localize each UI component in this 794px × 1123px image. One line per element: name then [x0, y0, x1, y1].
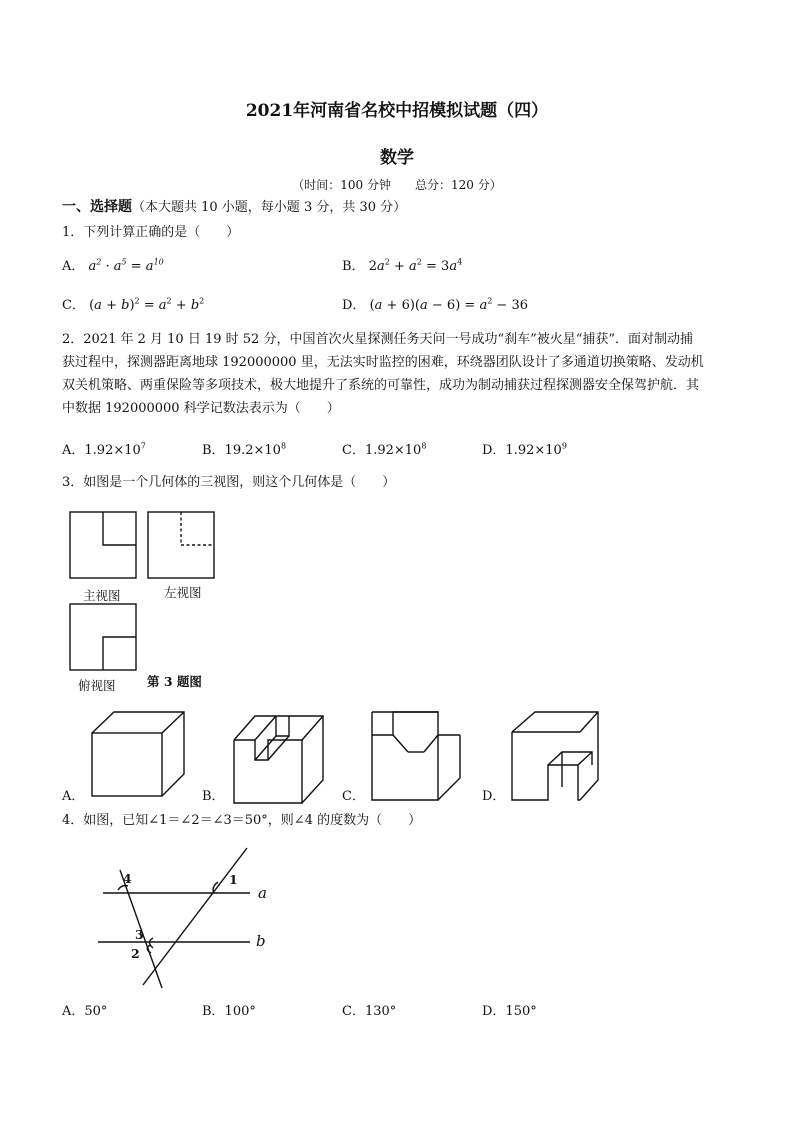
- q4-option-a: A．50°: [62, 1004, 108, 1019]
- transversal-2: [143, 848, 247, 985]
- section-note: （本大题共 10 小题，每小题 3 分，共 30 分）: [132, 200, 407, 215]
- q1-c-label: C．: [62, 298, 85, 313]
- q2-line: 双关机策略、两重保险等多项技术，极大地提升了系统的可靠性，成功为制动捕获过程探测器安全保驾护航．其: [62, 378, 700, 393]
- q1-b-label: B．: [342, 259, 365, 274]
- q2-b-exponent: 8: [280, 441, 287, 451]
- q3-option-b-solid: [234, 716, 323, 803]
- angle-1-label: 1: [229, 872, 238, 887]
- q4-stem: 4．如图，已知∠1＝∠2＝∠3＝50°，则∠4 的度数为（ ）: [62, 813, 422, 828]
- q3-option-a-solid: [92, 712, 184, 796]
- front-view-label: 主视图: [83, 588, 121, 603]
- q2-a-exponent: 7: [140, 441, 146, 451]
- q3-option-a-label: A．: [62, 789, 85, 804]
- q4-figure: [98, 848, 250, 988]
- q2-d-exponent: 9: [561, 441, 567, 451]
- q3-option-c-label: C．: [342, 789, 365, 804]
- q1-d-expression: $(a + 6)(a - 6) = a^2 - 36$: [369, 296, 528, 313]
- fig-caption: 第 3 题图: [147, 674, 202, 689]
- angle-4-label: 4: [123, 871, 132, 886]
- page-title: 2021年河南省名校中招模拟试题（四）: [245, 101, 549, 121]
- angle-3-label: 3: [135, 927, 144, 942]
- time-info: （时间：100 分钟 总分：120 分）: [292, 178, 502, 192]
- angle-2-label: 2: [131, 946, 140, 961]
- q3-stem: 3．如图是一个几何体的三视图，则这个几何体是（ ）: [62, 475, 396, 490]
- q1-b-expression: $2a^2 + a^2 = 3a^4$: [368, 257, 463, 274]
- q2-line: 中数据 192000000 科学记数法表示为（ ）: [62, 401, 340, 416]
- subject-title: 数学: [380, 148, 414, 168]
- q4-option-d: D．150°: [482, 1004, 537, 1019]
- q1-stem: 1．下列计算正确的是（ ）: [62, 225, 240, 240]
- q3-option-c-solid: [372, 712, 460, 800]
- q2-c-exponent: 8: [421, 441, 427, 451]
- q2-d-text: D．1.92×10: [482, 443, 562, 458]
- q3-option-d-label: D．: [482, 789, 506, 804]
- top-view-label: 俯视图: [78, 678, 116, 693]
- section-title: 一、选择题: [62, 199, 132, 215]
- left-view-drawing: [148, 512, 214, 578]
- line-b-label: b: [256, 932, 266, 950]
- q1-d-label: D．: [342, 298, 366, 313]
- q2-b-text: B．19.2×10: [202, 443, 281, 458]
- q2-c-text: C．1.92×10: [342, 443, 422, 458]
- q1-c-expression: $(a + b)^2 = a^2 + b^2$: [89, 296, 205, 313]
- top-view-drawing: [70, 604, 136, 670]
- front-view-drawing: [70, 512, 136, 578]
- q2-line: 获过程中，探测器距离地球 192000000 里，无法实时监控的困难，环绕器团队设计了多通道切换策略、发动机: [62, 355, 704, 370]
- q1-a-expression: $a^2 \cdot a^5 = a^{10}$: [88, 257, 164, 274]
- q4-option-c: C．130°: [342, 1004, 397, 1019]
- q4-option-b: B．100°: [202, 1004, 256, 1019]
- line-a-label: a: [258, 884, 267, 902]
- q3-option-b-label: B．: [202, 789, 225, 804]
- left-view-label: 左视图: [164, 585, 202, 600]
- q2-line: 2．2021 年 2 月 10 日 19 时 52 分，中国首次火星探测任务天问一号成功“刹车”被火星“捕获”．面对制动捕: [62, 332, 694, 347]
- q2-a-text: A．1.92×10: [62, 443, 141, 458]
- q3-option-d-solid: [512, 712, 598, 800]
- q1-a-label: A．: [62, 259, 85, 274]
